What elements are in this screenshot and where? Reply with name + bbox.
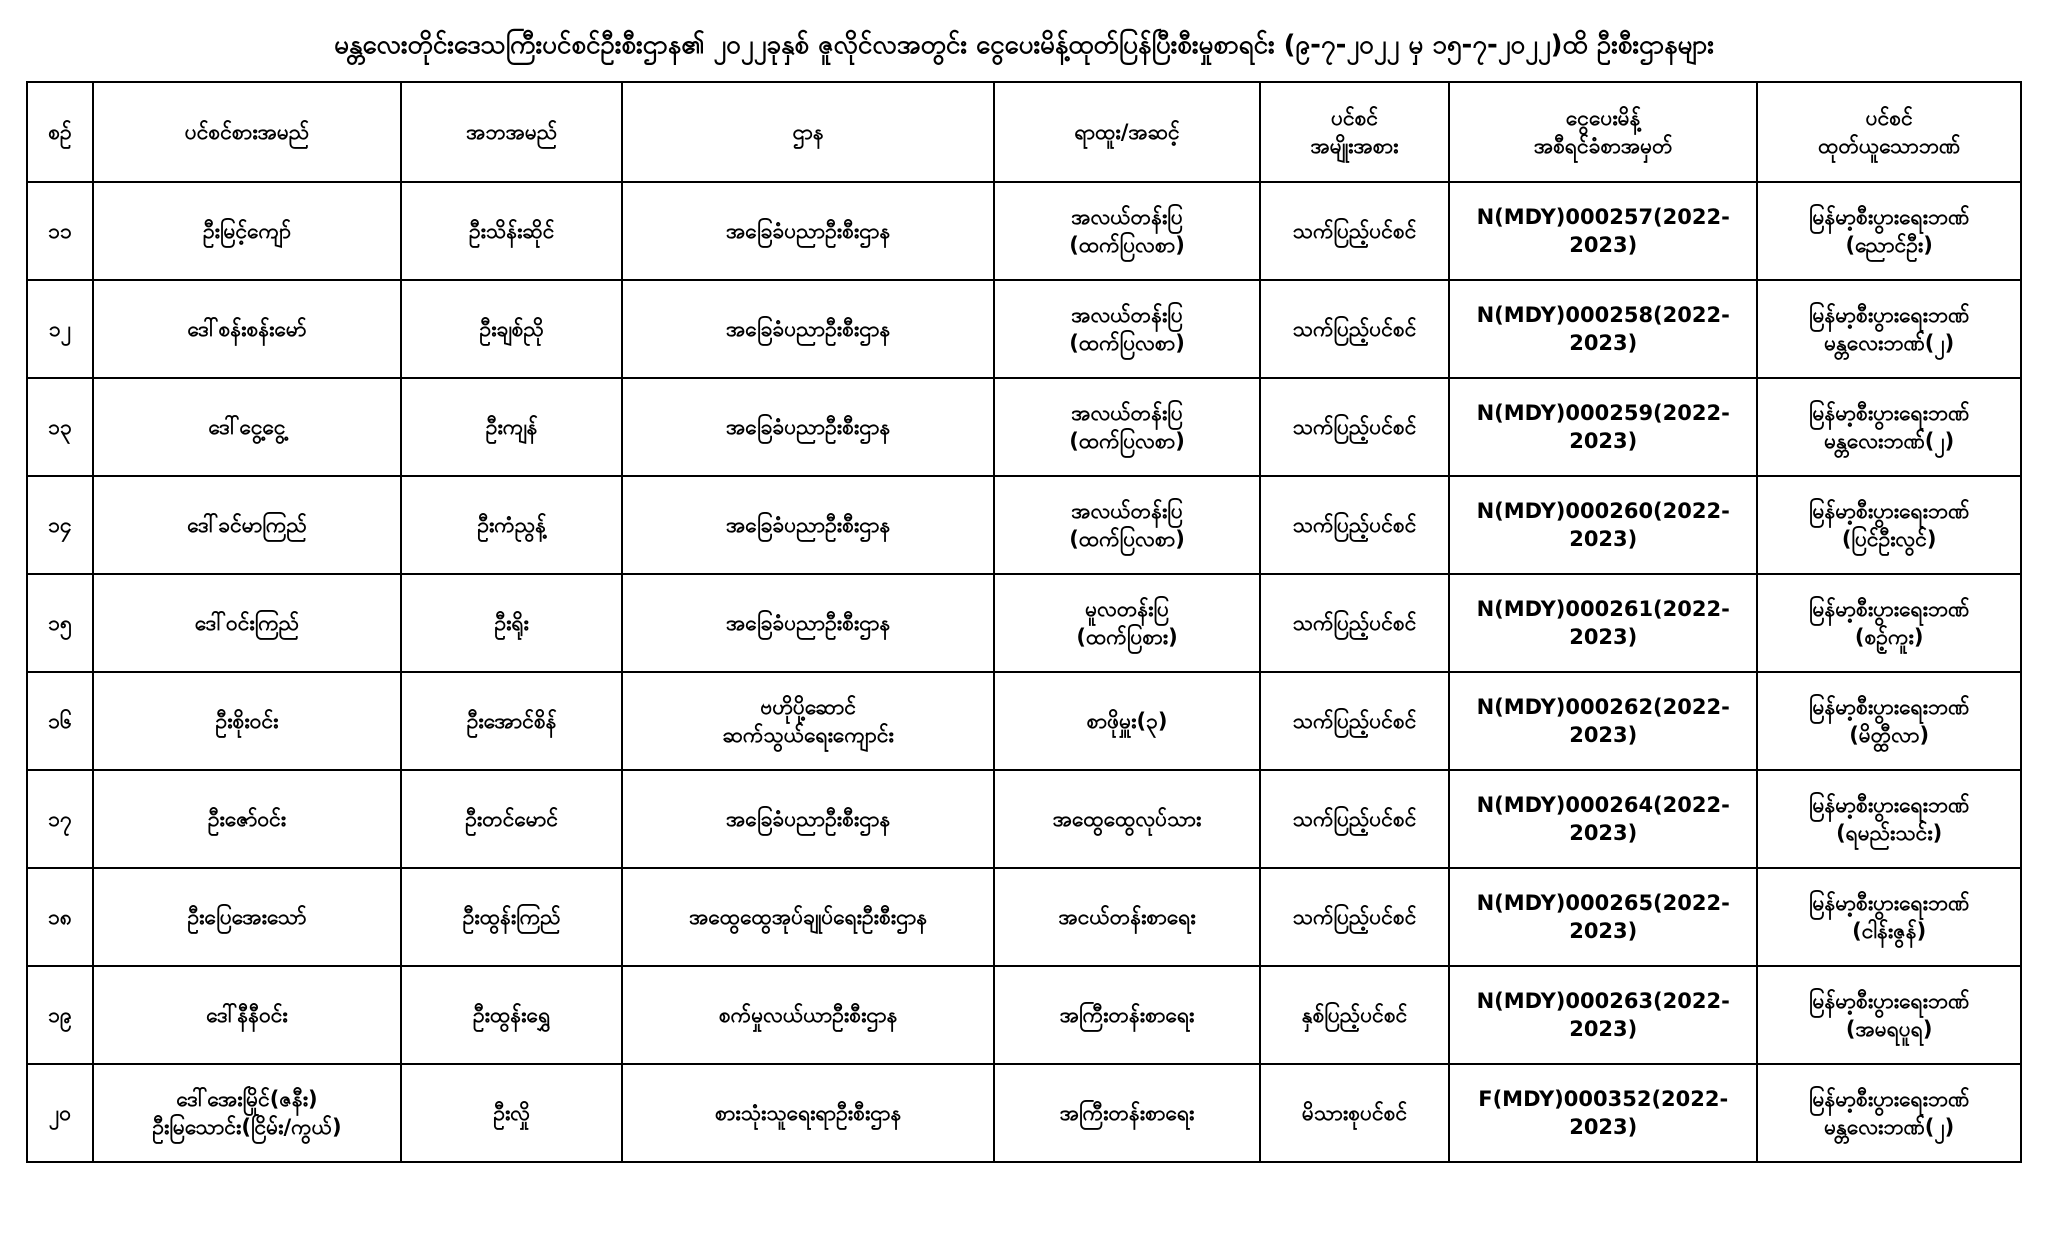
cell-pensioner-name xyxy=(93,868,401,966)
cell-bank xyxy=(1757,1064,2021,1162)
cell-line: သက်ပြည့်ပင်စင် xyxy=(1292,708,1417,733)
cell-line: မြန်မာ့စီးပွားရေးဘဏ် xyxy=(1809,204,1970,229)
cell-line: ဦးမြသောင်း(ငြိမ်း/ကွယ်) xyxy=(152,1115,342,1140)
cell-department xyxy=(622,476,994,574)
cell-line: အငယ်တန်းစာရေး xyxy=(1058,904,1196,929)
column-header-pension-type xyxy=(1260,82,1449,182)
cell-serial: ၁၈ xyxy=(27,868,93,966)
cell-rank xyxy=(994,1064,1260,1162)
cell-line: (ထက်ပြလစာ) xyxy=(1069,429,1185,454)
column-header-payment-order-no-line-2: အစီရင်ခံစာအမှတ် xyxy=(1533,134,1673,159)
cell-father-name xyxy=(401,280,622,378)
cell-payment-order-no: N(MDY)000261(2022-2023) xyxy=(1449,574,1757,672)
cell-line: မြန်မာ့စီးပွားရေးဘဏ် xyxy=(1809,1086,1970,1111)
cell-department xyxy=(622,574,994,672)
cell-line: အကြီးတန်းစာရေး xyxy=(1059,1002,1195,1027)
cell-line: ဦးသိန်းဆိုင် xyxy=(468,218,555,243)
cell-payment-order-no: N(MDY)000262(2022-2023) xyxy=(1449,672,1757,770)
cell-line: သက်ပြည့်ပင်စင် xyxy=(1292,414,1417,439)
cell-pension-type xyxy=(1260,672,1449,770)
cell-line: မန္တလေးဘဏ်(၂) xyxy=(1824,429,1955,454)
cell-line: ဦးထွန်းကြည် xyxy=(462,904,561,929)
cell-department xyxy=(622,672,994,770)
cell-line: ဦးထွန်းရွှေ xyxy=(472,1002,551,1027)
column-header-serial-line-1: စဉ် xyxy=(48,119,72,144)
cell-serial: ၁၇ xyxy=(27,770,93,868)
cell-line: စားသုံးသူရေးရာဦးစီးဌာန xyxy=(714,1100,902,1125)
cell-pensioner-name xyxy=(93,770,401,868)
cell-pensioner-name xyxy=(93,966,401,1064)
cell-line: ဒေါ်ဝင်းကြည် xyxy=(194,610,300,635)
table-row xyxy=(27,966,2021,1064)
cell-rank xyxy=(994,378,1260,476)
cell-bank xyxy=(1757,476,2021,574)
cell-department xyxy=(622,182,994,280)
cell-line: အခြေခံပညာဦးစီးဌာန xyxy=(725,414,891,439)
cell-pension-type xyxy=(1260,574,1449,672)
cell-line: အလယ်တန်းပြ xyxy=(1071,498,1183,523)
cell-line: စက်မှုလယ်ယာဦးစီးဌာန xyxy=(718,1002,898,1027)
cell-line: ဦးမြင့်ကျော် xyxy=(202,218,292,243)
column-header-pensioner-name-line-1: ပင်စင်စားအမည် xyxy=(184,119,310,144)
cell-line: ဦးတင်မောင် xyxy=(465,806,559,831)
cell-line: အခြေခံပညာဦးစီးဌာန xyxy=(725,512,891,537)
cell-line: မန္တလေးဘဏ်(၂) xyxy=(1824,331,1955,356)
table-row xyxy=(27,1064,2021,1162)
column-header-serial xyxy=(27,82,93,182)
cell-rank xyxy=(994,770,1260,868)
cell-line: ဦးပြေအေးသော် xyxy=(187,904,307,929)
cell-pension-type xyxy=(1260,182,1449,280)
cell-pension-type xyxy=(1260,378,1449,476)
cell-line: အထွေထွေလုပ်သား xyxy=(1052,806,1202,831)
cell-pension-type xyxy=(1260,280,1449,378)
column-header-rank xyxy=(994,82,1260,182)
cell-father-name xyxy=(401,182,622,280)
cell-department xyxy=(622,280,994,378)
table-row xyxy=(27,574,2021,672)
cell-department xyxy=(622,966,994,1064)
column-header-pensioner-name xyxy=(93,82,401,182)
cell-payment-order-no: N(MDY)000257(2022-2023) xyxy=(1449,182,1757,280)
cell-line: (ထက်ပြစား) xyxy=(1076,625,1178,650)
cell-line: မြန်မာ့စီးပွားရေးဘဏ် xyxy=(1809,792,1970,817)
cell-line: (ရမည်းသင်း) xyxy=(1836,821,1943,846)
cell-line: မြန်မာ့စီးပွားရေးဘဏ် xyxy=(1809,694,1970,719)
cell-serial: ၁၁ xyxy=(27,182,93,280)
cell-line: မြန်မာ့စီးပွားရေးဘဏ် xyxy=(1809,302,1970,327)
cell-payment-order-no: F(MDY)000352(2022-2023) xyxy=(1449,1064,1757,1162)
cell-bank xyxy=(1757,770,2021,868)
cell-payment-order-no: N(MDY)000263(2022-2023) xyxy=(1449,966,1757,1064)
cell-rank xyxy=(994,868,1260,966)
cell-father-name xyxy=(401,1064,622,1162)
cell-department xyxy=(622,770,994,868)
cell-rank xyxy=(994,966,1260,1064)
column-header-rank-line-1: ရာထူး/အဆင့် xyxy=(1074,119,1180,144)
cell-bank xyxy=(1757,182,2021,280)
cell-pensioner-name xyxy=(93,476,401,574)
cell-line: ဦးအောင်စိန် xyxy=(466,708,557,733)
cell-line: ဦးလှို xyxy=(493,1100,530,1125)
cell-line: အလယ်တန်းပြ xyxy=(1071,400,1183,425)
cell-line: မြန်မာ့စီးပွားရေးဘဏ် xyxy=(1809,400,1970,425)
cell-line: သက်ပြည့်ပင်စင် xyxy=(1292,218,1417,243)
table-row xyxy=(27,672,2021,770)
cell-line: ဒေါ်ခင်မာကြည် xyxy=(187,512,307,537)
cell-payment-order-no: N(MDY)000264(2022-2023) xyxy=(1449,770,1757,868)
cell-line: သက်ပြည့်ပင်စင် xyxy=(1292,610,1417,635)
cell-line: ဗဟိုပို့ဆောင် xyxy=(760,694,857,719)
cell-serial: ၁၃ xyxy=(27,378,93,476)
cell-pensioner-name xyxy=(93,672,401,770)
cell-father-name xyxy=(401,476,622,574)
cell-line: စာဖိုမှူး(၃) xyxy=(1086,708,1168,733)
cell-line: ဦးရိုး xyxy=(494,610,529,635)
cell-pension-type xyxy=(1260,966,1449,1064)
cell-pensioner-name xyxy=(93,1064,401,1162)
cell-payment-order-no: N(MDY)000265(2022-2023) xyxy=(1449,868,1757,966)
cell-line: သက်ပြည့်ပင်စင် xyxy=(1292,806,1417,831)
cell-line: ဦးဇော်ဝင်း xyxy=(207,806,287,831)
column-header-father-name xyxy=(401,82,622,182)
cell-line: အခြေခံပညာဦးစီးဌာန xyxy=(725,610,891,635)
cell-line: (အမရပူရ) xyxy=(1845,1017,1933,1042)
cell-payment-order-no: N(MDY)000259(2022-2023) xyxy=(1449,378,1757,476)
cell-department xyxy=(622,868,994,966)
cell-rank xyxy=(994,574,1260,672)
cell-serial: ၂၀ xyxy=(27,1064,93,1162)
cell-line: (ပြင်ဦးလွင်) xyxy=(1841,527,1937,552)
cell-department xyxy=(622,1064,994,1162)
cell-line: (ညောင်ဦး) xyxy=(1845,233,1933,258)
cell-father-name xyxy=(401,672,622,770)
cell-bank xyxy=(1757,868,2021,966)
cell-line: မန္တလေးဘဏ်(၂) xyxy=(1824,1115,1955,1140)
column-header-father-name-line-1: အဘအမည် xyxy=(466,119,558,144)
cell-father-name xyxy=(401,966,622,1064)
cell-line: (မိတ္ထီလာ) xyxy=(1849,723,1930,748)
cell-line: အထွေထွေအုပ်ချုပ်ရေးဦးစီးဌာန xyxy=(689,904,928,929)
column-header-pension-type-line-1: ပင်စင် xyxy=(1330,105,1379,130)
cell-line: ဒေါ်ငွေ့ငွေ့ xyxy=(208,414,286,439)
cell-line: ဦးကျန် xyxy=(485,414,538,439)
cell-father-name xyxy=(401,378,622,476)
cell-line: အခြေခံပညာဦးစီးဌာန xyxy=(725,316,891,341)
cell-line: မြန်မာ့စီးပွားရေးဘဏ် xyxy=(1809,498,1970,523)
cell-department xyxy=(622,378,994,476)
cell-line: အခြေခံပညာဦးစီးဌာန xyxy=(725,218,891,243)
pension-table xyxy=(26,81,2022,1163)
cell-pension-type xyxy=(1260,476,1449,574)
cell-bank xyxy=(1757,574,2021,672)
cell-rank xyxy=(994,672,1260,770)
cell-line: (ငါန်းဇွန်) xyxy=(1852,919,1927,944)
table-row xyxy=(27,868,2021,966)
cell-pension-type xyxy=(1260,770,1449,868)
cell-line: (ထက်ပြလစာ) xyxy=(1069,233,1185,258)
table-body xyxy=(27,182,2021,1162)
cell-serial: ၁၄ xyxy=(27,476,93,574)
cell-line: ဦးကံညွန့် xyxy=(477,512,547,537)
cell-line: နှစ်ပြည့်ပင်စင် xyxy=(1301,1002,1408,1027)
column-header-payment-order-no xyxy=(1449,82,1757,182)
cell-line: မြန်မာ့စီးပွားရေးဘဏ် xyxy=(1809,890,1970,915)
cell-rank xyxy=(994,280,1260,378)
cell-line: အခြေခံပညာဦးစီးဌာန xyxy=(725,806,891,831)
cell-bank xyxy=(1757,280,2021,378)
cell-line: သက်ပြည့်ပင်စင် xyxy=(1292,512,1417,537)
table-row xyxy=(27,182,2021,280)
cell-line: ဒေါ်အေးမြိုင်(ဇနီး) xyxy=(176,1086,318,1111)
cell-rank xyxy=(994,476,1260,574)
cell-bank xyxy=(1757,672,2021,770)
cell-line: ဦးချစ်ညို xyxy=(479,316,544,341)
cell-line: ဦးစိုးဝင်း xyxy=(215,708,279,733)
table-row xyxy=(27,770,2021,868)
cell-pensioner-name xyxy=(93,280,401,378)
cell-line: သက်ပြည့်ပင်စင် xyxy=(1292,904,1417,929)
column-header-pension-type-line-2: အမျိုးအစား xyxy=(1310,134,1399,159)
cell-father-name xyxy=(401,868,622,966)
cell-line: မိသားစုပင်စင် xyxy=(1301,1100,1408,1125)
column-header-payment-order-no-line-1: ငွေပေးမိန့် xyxy=(1565,105,1641,130)
cell-pension-type xyxy=(1260,868,1449,966)
cell-line: အလယ်တန်းပြ xyxy=(1071,204,1183,229)
column-header-bank-line-1: ပင်စင် xyxy=(1865,105,1913,130)
table-header-row xyxy=(27,82,2021,182)
column-header-department-line-1: ဌာန xyxy=(792,119,824,144)
cell-rank xyxy=(994,182,1260,280)
column-header-bank xyxy=(1757,82,2021,182)
cell-pensioner-name xyxy=(93,378,401,476)
cell-line: အကြီးတန်းစာရေး xyxy=(1059,1100,1195,1125)
column-header-department xyxy=(622,82,994,182)
cell-bank xyxy=(1757,966,2021,1064)
cell-line: မူလတန်းပြ xyxy=(1085,596,1169,621)
cell-father-name xyxy=(401,574,622,672)
cell-line: သက်ပြည့်ပင်စင် xyxy=(1292,316,1417,341)
cell-line: ဒေါ်နီနီဝင်း xyxy=(206,1002,288,1027)
table-row xyxy=(27,280,2021,378)
cell-bank xyxy=(1757,378,2021,476)
cell-pension-type xyxy=(1260,1064,1449,1162)
cell-line: မြန်မာ့စီးပွားရေးဘဏ် xyxy=(1809,988,1970,1013)
cell-serial: ၁၆ xyxy=(27,672,93,770)
cell-pensioner-name xyxy=(93,574,401,672)
cell-line: (ထက်ပြလစာ) xyxy=(1069,331,1185,356)
cell-line: အလယ်တန်းပြ xyxy=(1071,302,1183,327)
cell-payment-order-no: N(MDY)000260(2022-2023) xyxy=(1449,476,1757,574)
cell-line: မြန်မာ့စီးပွားရေးဘဏ် xyxy=(1809,596,1970,621)
cell-line: ဆက်သွယ်ရေးကျောင်း xyxy=(722,723,894,748)
cell-serial: ၁၅ xyxy=(27,574,93,672)
cell-serial: ၁၂ xyxy=(27,280,93,378)
cell-line: ဒေါ်စန်းစန်းမော် xyxy=(187,316,307,341)
page-title: မန္တလေးတိုင်းဒေသကြီးပင်စင်ဦးစီးဌာန၏ ၂၀၂၂ခုနှစ် ဇူလိုင်လအတွင်း ငွေပေးမိန့်ထုတ်ပြန်ပြီးစီးမှုစာရင်း (၉-၇-၂၀၂၂ မှ ၁၅-၇-၂၀၂၂)ထိ ဦးစီးဌာနများ xyxy=(334,30,1714,60)
cell-pensioner-name xyxy=(93,182,401,280)
cell-line: (ထက်ပြလစာ) xyxy=(1069,527,1185,552)
cell-line: (စဉ့်ကူး) xyxy=(1854,625,1924,650)
column-header-bank-line-2: ထုတ်ယူသောဘဏ် xyxy=(1818,134,1961,159)
table-row xyxy=(27,378,2021,476)
cell-serial: ၁၉ xyxy=(27,966,93,1064)
table-header xyxy=(27,82,2021,182)
cell-father-name xyxy=(401,770,622,868)
table-row xyxy=(27,476,2021,574)
cell-payment-order-no: N(MDY)000258(2022-2023) xyxy=(1449,280,1757,378)
